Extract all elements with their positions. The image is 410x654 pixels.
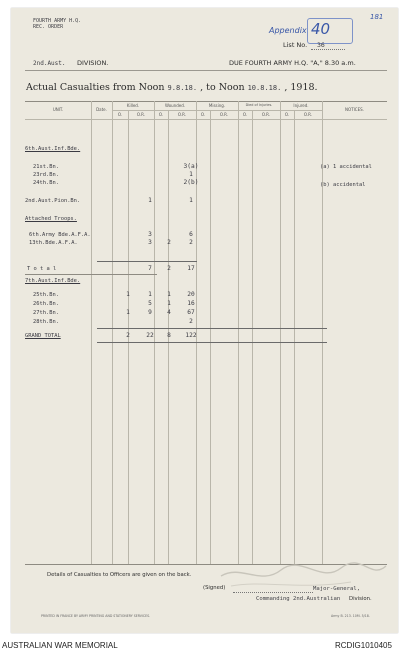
sub-or: O.R. (303, 112, 313, 117)
cell-killed-or: 22 (146, 332, 154, 339)
archive-name: AUSTRALIAN WAR MEMORIAL (2, 641, 118, 650)
col-line (210, 110, 211, 564)
page-number: 181 (370, 13, 384, 21)
cell-killed-or: 3 (148, 239, 152, 246)
stamp-line-1: FOURTH ARMY H.Q. (33, 18, 82, 24)
printer-line: PRINTED IN FRANCE BY ARMY PRINTING AND STATIONERY SERVICES. (41, 614, 151, 618)
total-label: T o t a l (27, 266, 57, 272)
list-label: List No. (283, 41, 308, 49)
archive-footer (0, 639, 410, 654)
cell-wounded-o: 8 (167, 332, 171, 339)
cell-wounded-or: 2 (189, 318, 193, 325)
sub-o: O. (117, 112, 123, 117)
appendix-number: 40 (311, 20, 331, 38)
cell-killed-or: 1 (148, 197, 152, 204)
row-unit: 26th.Bn. (33, 301, 59, 307)
sub-o: O. (158, 112, 164, 117)
col-notices-header: NOTICES. (345, 107, 364, 112)
title-line (26, 82, 318, 93)
cell-wounded-or: 2 (189, 239, 193, 246)
cell-wounded-o: 4 (167, 309, 171, 316)
grand-total-rule (97, 328, 327, 329)
list-number: 36 (317, 41, 325, 49)
grand-total-underline (97, 342, 327, 343)
sub-or: O.R. (261, 112, 271, 117)
year: , 1918. (284, 82, 318, 93)
row-unit: 13th.Bde.A.F.A. (29, 240, 78, 246)
cell-killed-or: 9 (148, 309, 152, 316)
col-line (294, 110, 295, 564)
table-top-line (25, 101, 387, 102)
row-unit: 25th.Bn. (33, 292, 59, 298)
col-line (238, 101, 239, 564)
grand-total-label: GRAND TOTAL (25, 333, 61, 339)
cell-wounded-o: 1 (167, 300, 171, 307)
row-unit: 2nd.Aust.Pion.Bn. (25, 198, 81, 204)
col-line (91, 101, 92, 564)
cell-killed-or: 3 (148, 231, 152, 238)
cell-wounded-or: 17 (187, 265, 195, 272)
signature-marks (211, 556, 391, 596)
sub-or: O.R. (177, 112, 187, 117)
division-word: Division. (349, 596, 372, 602)
appendix-label: Appendix (269, 26, 307, 35)
col-injured-header: Injured. (293, 103, 309, 108)
to-label: , to Noon (200, 82, 245, 93)
header-sub-divider (112, 110, 322, 111)
officers-note: Details of Casualties to Officers are given on the back. (47, 572, 192, 578)
hq-label: DUE FOURTH ARMY H.Q. "A," 8.30 a.m. (229, 59, 356, 67)
col-line (252, 110, 253, 564)
header-divider (25, 119, 387, 120)
title: Actual Casualties from Noon (26, 82, 165, 93)
col-line (280, 101, 281, 564)
note-b: (b) accidental (320, 182, 366, 188)
cell-killed-o: 1 (126, 291, 130, 298)
cell-killed-or: 7 (148, 265, 152, 272)
cell-wounded-or: 122 (185, 332, 197, 339)
cell-wounded-or: 16 (187, 300, 195, 307)
sub-o: O. (242, 112, 248, 117)
row-unit: 6th.Army Bde.A.F.A. (29, 232, 91, 238)
cell-wounded-or: 20 (187, 291, 195, 298)
sub-o: O. (200, 112, 206, 117)
row-unit: Attached Troops. (25, 216, 77, 222)
col-line (322, 101, 323, 564)
col-killed-header: Killed. (126, 103, 140, 108)
form-number: Army B. 213. 10M. 5/18. (331, 614, 370, 618)
col-line (112, 101, 113, 564)
cell-killed-or: 5 (148, 300, 152, 307)
commanding-line: Commanding 2nd.Australian (256, 596, 341, 602)
cell-wounded-or: 1 (189, 171, 193, 178)
appendix-box (307, 18, 353, 44)
cell-wounded-or: 67 (187, 309, 195, 316)
col-date-header: Date. (96, 107, 107, 112)
cell-wounded-or: 3(a) (183, 163, 199, 170)
list-line (311, 49, 345, 50)
cell-wounded-o: 1 (167, 291, 171, 298)
cell-killed-o: 2 (126, 332, 130, 339)
note-a: (a) 1 accidental (320, 164, 372, 170)
sub-or: O.R. (136, 112, 146, 117)
row-unit: 21st.Bn. (33, 164, 59, 170)
divider (25, 70, 387, 71)
row-unit: 24th.Bn. (33, 180, 59, 186)
col-wounded-header: Wounded. (164, 103, 186, 108)
cell-killed-o: 1 (126, 309, 130, 316)
from-date: 9.8.18. (167, 84, 198, 92)
row-unit: 28th.Bn. (33, 319, 59, 325)
col-unit-header: UNIT. (52, 107, 64, 112)
division-name: 2nd.Aust. (33, 60, 66, 67)
row-unit: 23rd.Bn. (33, 172, 59, 178)
cell-wounded-or: 6 (189, 231, 193, 238)
cell-wounded-o: 2 (167, 239, 171, 246)
division-label: DIVISION. (77, 59, 109, 67)
cell-wounded-or: 1 (189, 197, 193, 204)
signature-line (233, 592, 313, 593)
row-unit: 6th.Aust.Inf.Bde. (25, 146, 81, 152)
received-stamp (33, 18, 81, 30)
document-page (11, 8, 398, 633)
stamp-line-2: REC. ORDER (33, 24, 64, 30)
total-underline (25, 274, 157, 275)
col-died-header: Died of Injuries. (245, 103, 273, 107)
total-rule (97, 261, 197, 262)
to-date: 10.8.18. (247, 84, 282, 92)
signed-label: (Signed) (203, 585, 226, 591)
row-unit: 27th.Bn. (33, 310, 59, 316)
cell-killed-or: 1 (148, 291, 152, 298)
cell-wounded-or: 2(b) (183, 179, 199, 186)
row-unit: 7th.Aust.Inf.Bde. (25, 278, 81, 284)
archive-id: RCDIG1010405 (335, 641, 392, 650)
sub-o: O. (284, 112, 290, 117)
sub-or: O.R. (219, 112, 229, 117)
col-missing-header: Missing. (208, 103, 226, 108)
cell-wounded-o: 2 (167, 265, 171, 272)
signed-rank: Major-General, (313, 586, 361, 592)
